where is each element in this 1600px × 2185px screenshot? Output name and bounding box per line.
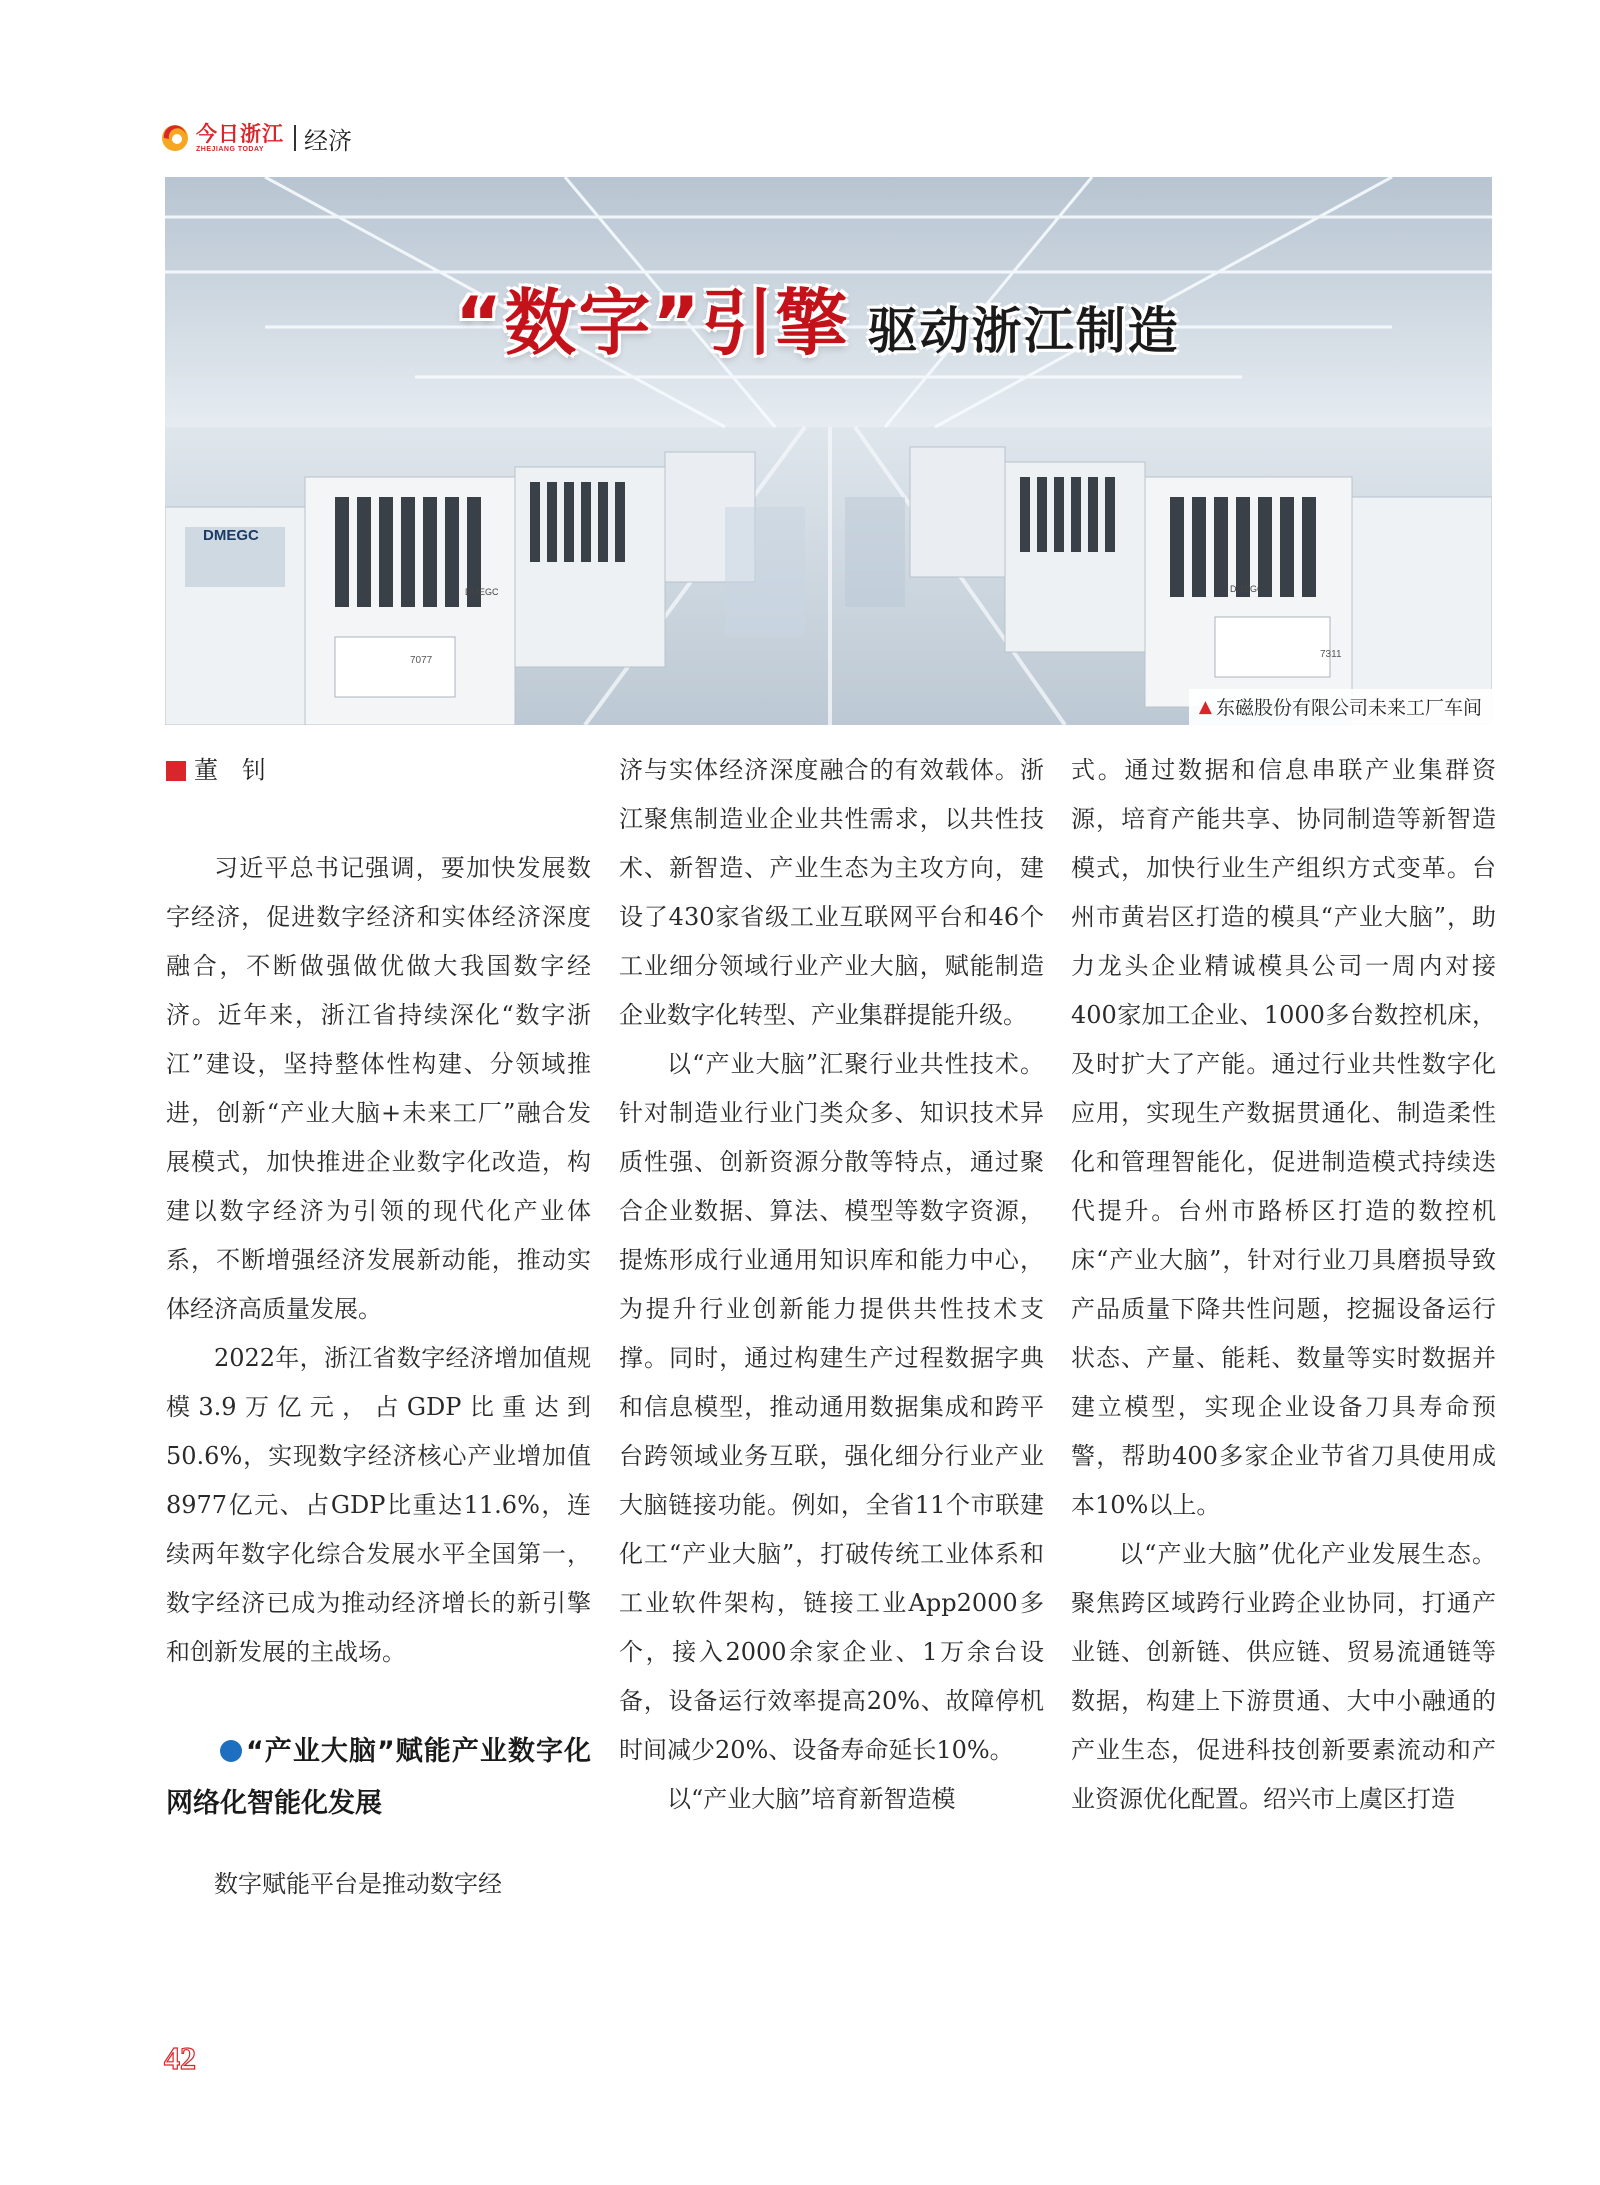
- article-column-1: [166, 746, 591, 1909]
- section-label: 经济: [304, 126, 352, 155]
- paragraph-continued: 式。通过数据和信息串联产业集群资源，培育产能共享、协同制造等新智造模式，加快行业生产组织方式变革。台州市黄岩区打造的模具“产业大脑”，助力龙头企业精诚模具公司一周内对接400家加工企业、1000多台数控机床，及时扩大了产能。通过行业共性数字化应用，实现生产数据贯通化、制造柔性化和管理智能化，促进制造模式持续迭代提升。台州市路桥区打造的数控机床“产业大脑”，针对行业刀具磨损导致产品质量下降共性问题，挖掘设备运行状态、产量、能耗、数量等实时数据并建立模型，实现企业设备刀具寿命预警，帮助400多家企业节省刀具使用成本10%以上。: [1071, 756, 1496, 1519]
- byline: [166, 746, 591, 795]
- logo-english-text: ZHEJIANG TODAY: [196, 146, 265, 153]
- page-header: [160, 118, 352, 158]
- headline-main: “数字”引擎: [455, 281, 850, 365]
- header-divider: [294, 125, 296, 151]
- section-heading: [166, 1726, 591, 1830]
- logo-swirl-icon: [160, 123, 190, 153]
- machine-brand-label: DMEGC: [203, 527, 259, 544]
- caption-triangle-icon: ▲: [1198, 696, 1212, 717]
- paragraph: 2022年，浙江省数字经济增加值规模3.9万亿元，占GDP比重达到50.6%，实现数字经济核心产业增加值8977亿元、占GDP比重达11.6%，连续两年数字化综合发展水平全国第一，数字经济已成为推动经济增长的新引擎和创新发展的主战场。: [166, 1344, 591, 1666]
- paragraph-continued: 济与实体经济深度融合的有效载体。浙江聚焦制造业企业共性需求，以共性技术、新智造、产业生态为主攻方向，建设了430家省级工业互联网平台和46个工业细分领域行业产业大脑，赋能制造企业数字化转型、产业集群提能升级。: [619, 756, 1044, 1029]
- factory-illustration: [165, 177, 1492, 725]
- article-column-2: [619, 746, 1044, 1824]
- article-column-3: [1071, 746, 1496, 1824]
- paragraph: 以“产业大脑”汇聚行业共性技术。针对制造业行业门类众多、知识技术异质性强、创新资源分散等特点，通过聚合企业数据、算法、模型等数字资源，提炼形成行业通用知识库和能力中心，为提升行业创新能力提供共性技术支撑。同时，通过构建生产过程数据字典和信息模型，推动通用数据集成和跨平台跨领域业务互联，强化细分行业产业大脑链接功能。例如，全省11个市联建化工“产业大脑”，打破传统工业体系和工业软件架构，链接工业App2000多个，接入2000余家企业、1万余台设备，设备运行效率提高20%、故障停机时间减少20%、设备寿命延长10%。: [619, 1050, 1044, 1764]
- bullet-dot-icon: [220, 1740, 242, 1762]
- paragraph: 习近平总书记强调，要加快发展数字经济，促进数字经济和实体经济深度融合，不断做强做优做大我国数字经济。近年来，浙江省持续深化“数字浙江”建设，坚持整体性构建、分领域推进，创新“产业大脑+未来工厂”融合发展模式，加快推进企业数字化改造，构建以数字经济为引领的现代化产业体系，不断增强经济发展新动能，推动实体经济高质量发展。: [166, 854, 591, 1323]
- caption-text: 东磁股份有限公司未来工厂车间: [1215, 697, 1482, 719]
- byline-marker-icon: [166, 761, 186, 781]
- paragraph: 以“产业大脑”培育新智造模: [667, 1785, 956, 1813]
- machine-number-label: 7077: [410, 655, 433, 666]
- headline-sub: 驱动浙江制造: [867, 302, 1180, 360]
- photo-caption: [1189, 689, 1492, 725]
- hero-factory-photo: [165, 177, 1492, 725]
- headline: [455, 265, 1180, 369]
- logo-chinese-text: 今日浙江: [196, 121, 284, 146]
- author-name: 董钊: [194, 756, 290, 784]
- machine-brand-label: DMEGC: [1230, 584, 1264, 594]
- logo: [160, 123, 284, 153]
- machine-brand-label: DMEGC: [465, 587, 499, 597]
- machine-number-label: 7311: [1320, 649, 1342, 660]
- paragraph: 以“产业大脑”优化产业发展生态。聚焦跨区域跨行业跨企业协同，打通产业链、创新链、供应链、贸易流通链等数据，构建上下游贯通、大中小融通的产业生态，促进科技创新要素流动和产业资源优化配置。绍兴市上虞区打造: [1071, 1540, 1496, 1813]
- paragraph: 数字赋能平台是推动数字经: [214, 1870, 502, 1898]
- section-heading-text: “产业大脑”赋能产业数字化网络化智能化发展: [166, 1736, 591, 1819]
- page-number: 42: [164, 2040, 196, 2076]
